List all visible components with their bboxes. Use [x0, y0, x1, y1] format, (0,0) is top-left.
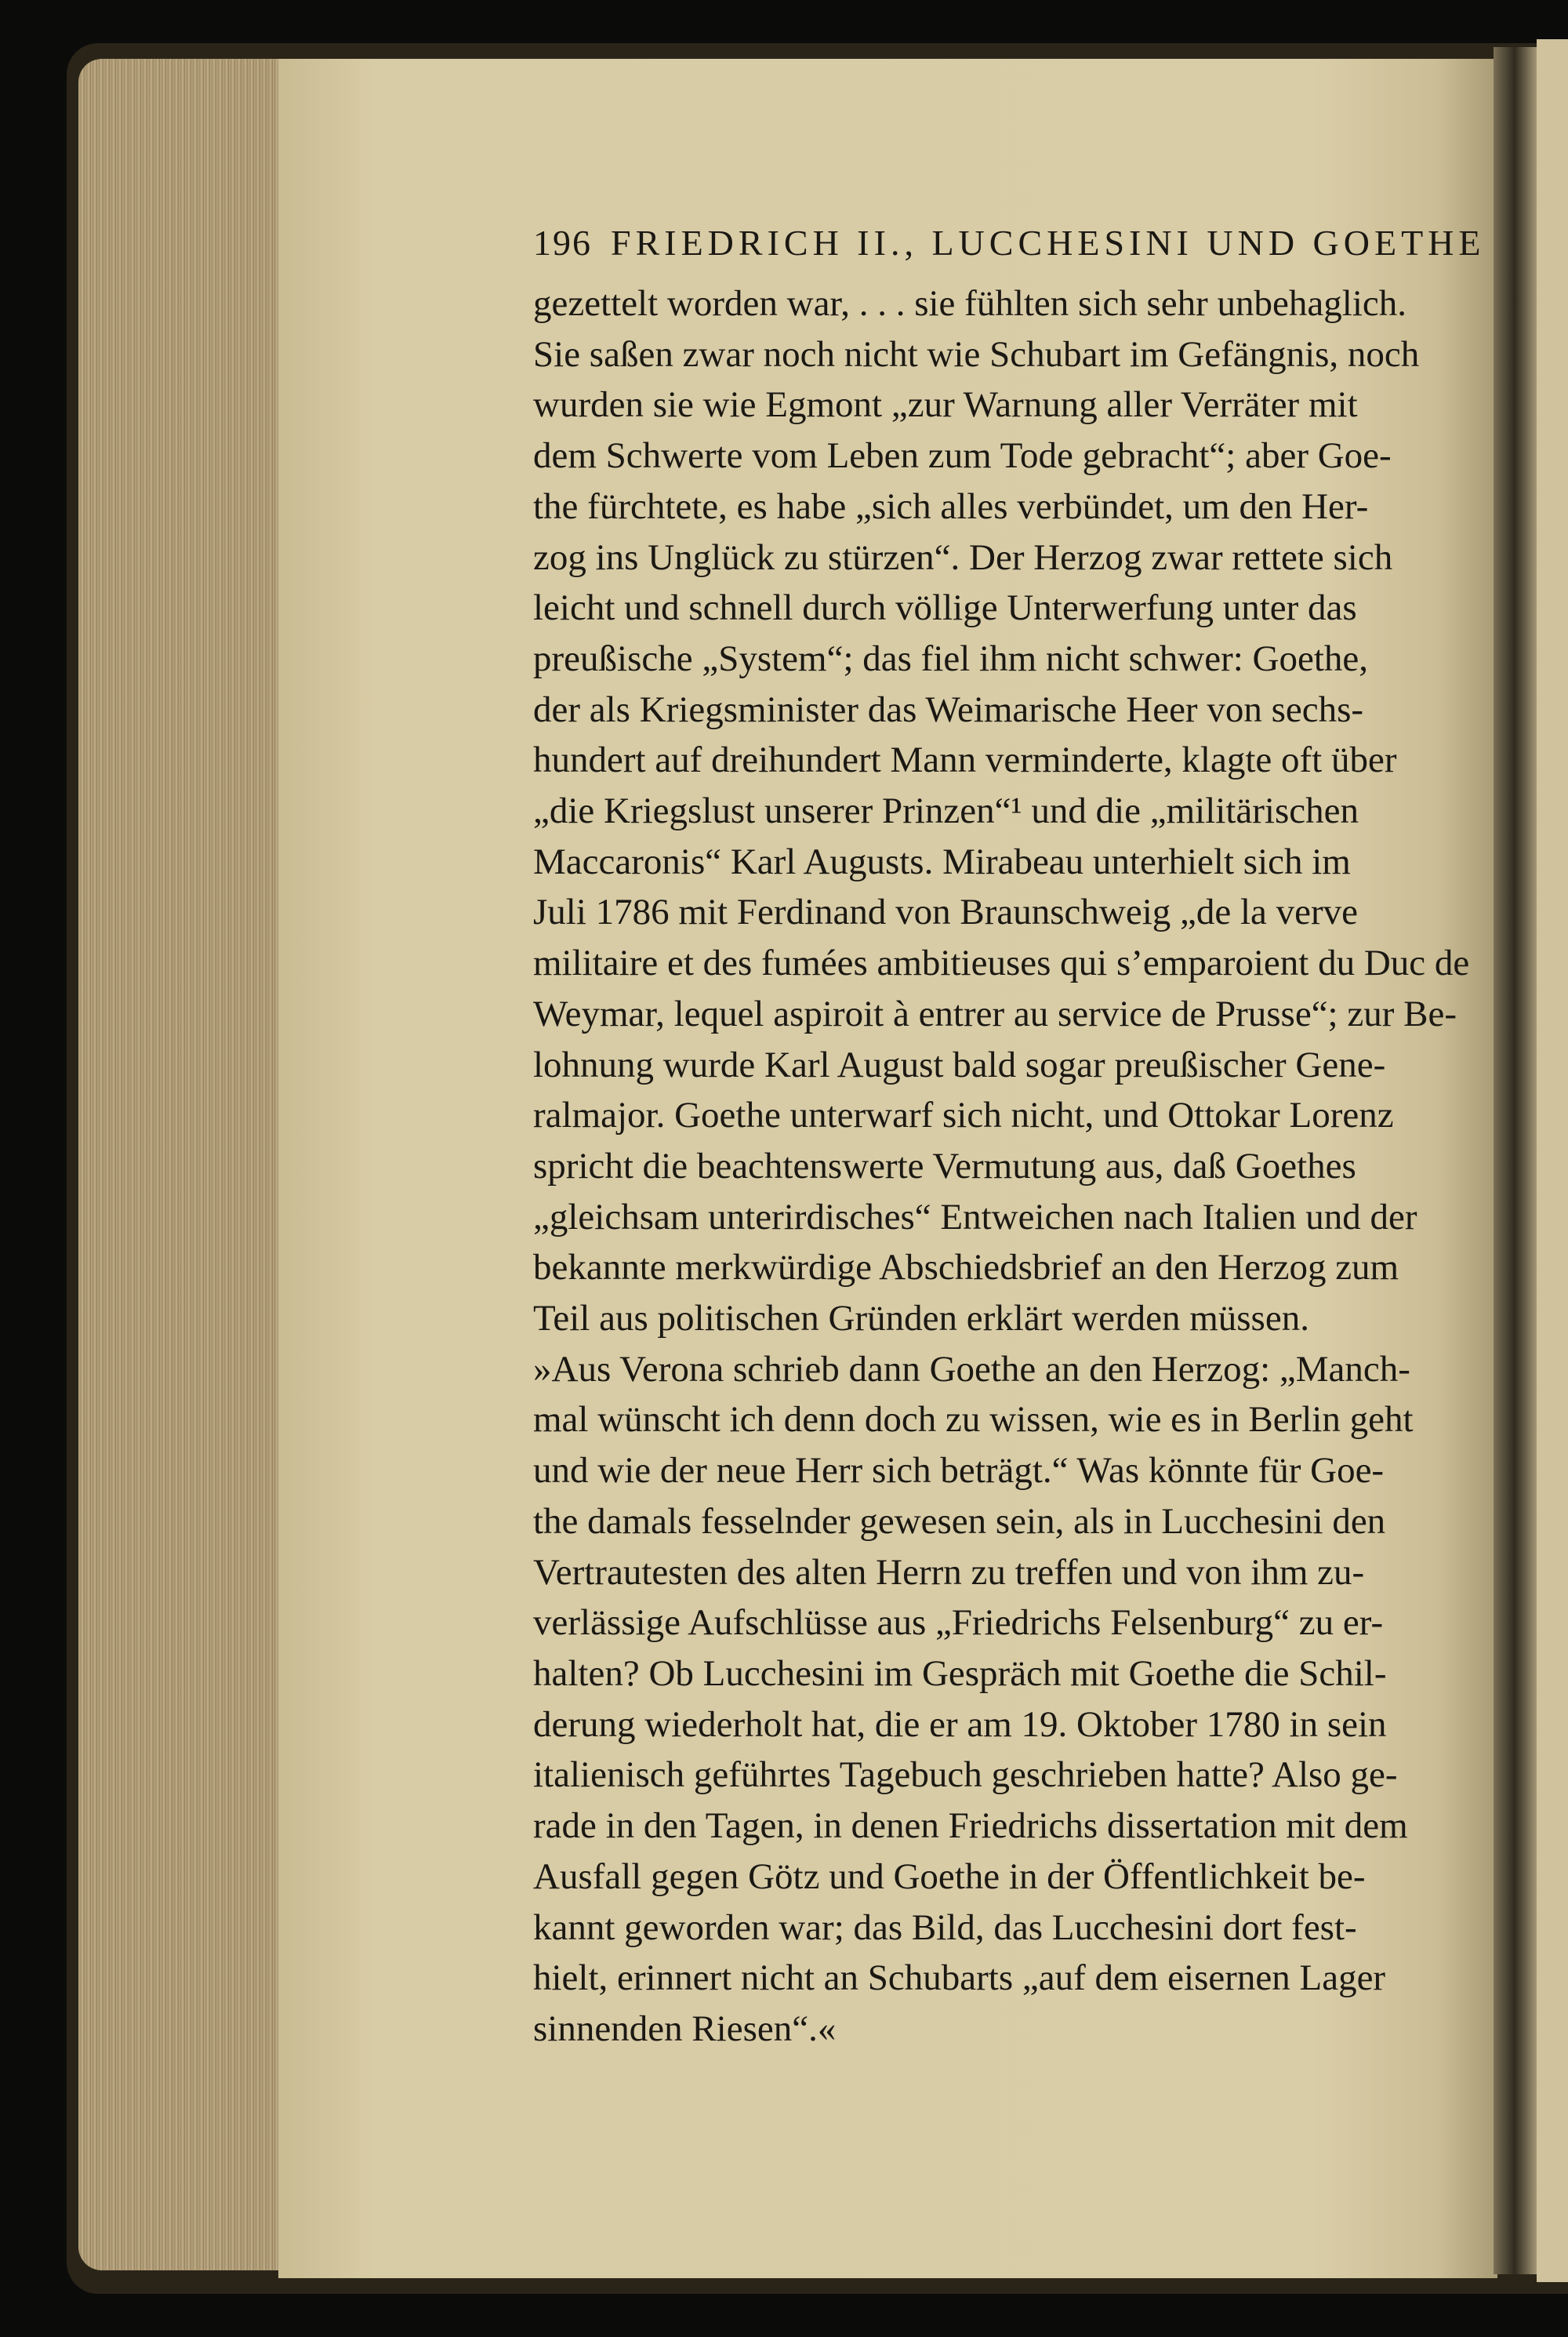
text-line: gezettelt worden war, . . . sie fühlten sich sehr unbehaglich. — [533, 283, 1407, 324]
text-line: und wie der neue Herr sich beträgt.“ Was könnte für Goe- — [533, 1450, 1385, 1492]
text-line: mal wünscht ich denn doch zu wissen, wie es in Berlin geht — [533, 1399, 1414, 1441]
text-line: zog ins Unglück zu stürzen“. Der Herzog zwar rettete sich — [533, 536, 1393, 578]
text-line: dem Schwerte vom Leben zum Tode gebracht“; aber Goe- — [533, 435, 1392, 477]
text-line: derung wiederholt hat, die er am 19. Oktober 1780 in sein — [533, 1703, 1387, 1745]
text-line: Teil aus politischen Gründen erklärt werden müssen. — [533, 1298, 1309, 1339]
page-number: 196 — [533, 223, 592, 263]
text-line: lohnung wurde Karl August bald sogar preußischer Gene- — [533, 1044, 1386, 1085]
book-gutter — [1494, 47, 1541, 2274]
text-line: verlässige Aufschlüsse aus „Friedrichs Felsenburg“ zu er- — [533, 1602, 1384, 1644]
text-line: halten? Ob Lucchesini im Gespräch mit Goethe die Schil- — [533, 1652, 1387, 1694]
text-line: Juli 1786 mit Ferdinand von Braunschweig „de la verve — [533, 892, 1359, 933]
text-line: hundert auf dreihundert Mann verminderte, klagte oft über — [533, 740, 1397, 781]
text-line: leicht und schnell durch völlige Unterwerfung unter das — [533, 587, 1357, 629]
text-line: bekannte merkwürdige Abschiedsbrief an den Herzog zum — [533, 1247, 1399, 1288]
text-line: wurden sie wie Egmont „zur Warnung aller Verräter mit — [533, 384, 1358, 426]
text-line: kannt geworden war; das Bild, das Lucchesini dort fest- — [533, 1906, 1357, 1948]
text-line: „gleichsam unterirdisches“ Entweichen nach Italien und der — [533, 1196, 1417, 1238]
text-line: der als Kriegsminister das Weimarische Heer von sechs- — [533, 689, 1364, 730]
text-line: militaire et des fumées ambitieuses qui s’emparoient du Duc de — [533, 943, 1470, 984]
text-line: italienisch geführtes Tagebuch geschrieben hatte? Also ge- — [533, 1754, 1398, 1796]
page-edges — [78, 59, 286, 2270]
text-line: the fürchtete, es habe „sich alles verbündet, um den Her- — [533, 485, 1369, 527]
text-line: Sie saßen zwar noch nicht wie Schubart im Gefängnis, noch — [533, 333, 1420, 375]
facing-page-edge — [1537, 39, 1568, 2282]
body-text — [533, 278, 1470, 2055]
text-line: „die Kriegslust unserer Prinzen“¹ und die „militärischen — [533, 791, 1359, 832]
text-line: Ausfall gegen Götz und Goethe in der Öffentlichkeit be- — [533, 1855, 1366, 1897]
running-head-title: FRIEDRICH II., LUCCHESINI UND GOETHE — [611, 223, 1486, 263]
text-line: the damals fesselnder gewesen sein, als in Lucchesini den — [533, 1500, 1386, 1542]
text-line: rade in den Tagen, in denen Friedrichs dissertation mit dem — [533, 1805, 1408, 1847]
running-header — [533, 222, 1486, 264]
text-line: sinnenden Riesen“.« — [533, 2008, 837, 2049]
text-line: spricht die beachtenswerte Vermutung aus, daß Goethes — [533, 1145, 1356, 1187]
text-line: Weymar, lequel aspiroit à entrer au service de Prusse“; zur Be- — [533, 993, 1457, 1034]
text-line: »Aus Verona schrieb dann Goethe an den Herzog: „Manch- — [533, 1348, 1410, 1390]
text-line: preußische „System“; das fiel ihm nicht schwer: Goethe, — [533, 638, 1369, 679]
text-line: Maccaronis“ Karl Augusts. Mirabeau unterhielt sich im — [533, 841, 1351, 882]
text-line: ralmajor. Goethe unterwarf sich nicht, und Ottokar Lorenz — [533, 1095, 1394, 1136]
text-line: hielt, erinnert nicht an Schubarts „auf dem eisernen Lager — [533, 1957, 1386, 1999]
text-line: Vertrautesten des alten Herrn zu treffen und von ihm zu- — [533, 1551, 1365, 1593]
